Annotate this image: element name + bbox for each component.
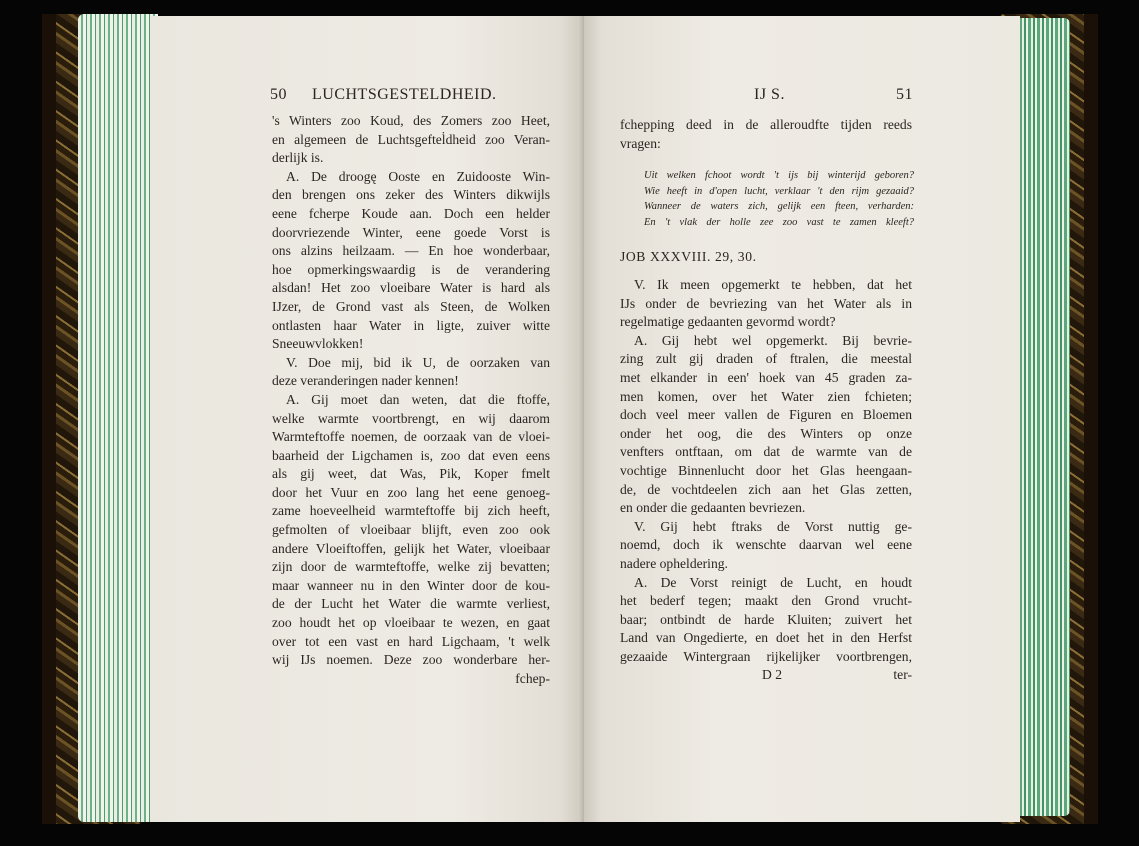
text-line: zame hoeveelheid warmteftoffe bij zich heeft, <box>272 503 550 519</box>
text-line: fchepping deed in de alleroudfte tijden reeds <box>620 117 912 132</box>
right-cover-edge <box>1084 14 1098 824</box>
text-line: vragen: <box>620 135 661 151</box>
left-body-text <box>272 112 550 688</box>
text-line: welke warmte voortbrengt, en wij daarom <box>272 410 550 426</box>
verse-line: Uit welken fchoot wordt 't ijs bij winterijd geboren? <box>644 170 914 181</box>
catchword: ter- <box>893 667 912 682</box>
text-line: de der Lucht het Water die warmte verliest, <box>272 596 550 612</box>
text-line: het bederf tegen; maakt den Grond vrucht- <box>620 593 912 609</box>
text-line: IJzer, de Grond vast als Steen, de Wolken <box>272 298 550 314</box>
text-line: wij IJs noemen. Deze zoo wonderbare her- <box>272 652 550 668</box>
left-page-edges <box>78 14 158 822</box>
text-line: baarheid der Ligchamen is, zoo dat even eens <box>272 447 550 463</box>
text-line: A. De droogę Ooste en Zuidooste Win- <box>286 168 550 184</box>
text-line: A. Gij hebt wel opgemerkt. Bij bevrie- <box>634 332 912 348</box>
text-line: door het Vuur en zoo lang het eene genoeg- <box>272 484 550 500</box>
text-line: met elkander in een' hoek van 45 graden za- <box>620 369 912 385</box>
verse-line: Wanneer de waters zich, gelijk een fteen, verharden: <box>644 201 914 212</box>
right-page <box>584 16 1020 822</box>
right-body-text <box>620 276 912 666</box>
citation-text: JOB XXXVIII. 29, 30. <box>620 249 757 264</box>
text-line: en algemeen de Luchtsgeftel̇dheid zoo Veran- <box>272 131 550 147</box>
text-line: Sneeuwvlokken! <box>272 336 364 352</box>
text-line: over tot een vast en hard Ligchaam, 't welk <box>272 633 550 649</box>
text-line: V. Ik meen opgemerkt te hebben, dat het <box>634 277 912 292</box>
left-cover-edge <box>42 14 56 824</box>
right-body-top <box>620 116 912 153</box>
text-line: V. Gij hebt ftraks de Vorst nuttig ge- <box>634 518 912 534</box>
text-line: A. De Vorst reinigt de Lucht, en houdt <box>634 574 912 590</box>
right-page-number: 51 <box>896 86 913 103</box>
left-page-number: 50 <box>270 86 287 103</box>
text-line: nadere opheldering. <box>620 555 728 571</box>
left-running-head: LUCHTSGESTELDHEID. <box>312 86 497 103</box>
text-line: en onder die gedaanten bevriezen. <box>620 500 806 516</box>
signature-text: D 2 <box>762 667 783 682</box>
text-line: doch veel meer vallen de Figuren en Bloemen <box>620 407 912 423</box>
text-line: Land van Ongedierte, en doet het in den Herfst <box>620 630 912 646</box>
text-line: doorvriezende Winter, eene goede Vorst is <box>272 224 550 240</box>
right-running-head: IJ S. <box>754 86 785 103</box>
text-line: Warmteftoffe noemen, de oorzaak van de vloei- <box>272 429 550 445</box>
right-catchword <box>874 666 912 685</box>
text-line: deze veranderingen nader kennen! <box>272 373 459 389</box>
text-line: den brengen ons zeker des Winters dikwijls <box>272 187 550 203</box>
text-line: zijn door de warmteftoffe, welke zij bevatten; <box>272 559 550 575</box>
text-line: alsdan! Het zoo vloeibare Water is hard als <box>272 280 550 296</box>
text-line: onder het oog, die des Winters op onze <box>620 425 912 441</box>
text-line: baar; ontbindt de harde Kluiten; zuivert het <box>620 611 912 627</box>
text-line: men komen, over het Water zien fchieten; <box>620 388 912 404</box>
text-line: gezaaide Wintergraan rijkelijker voortbrengen, <box>620 648 912 664</box>
text-line: regelmatige gedaanten gevormd wordt? <box>620 314 836 330</box>
verse-quotation <box>644 168 914 230</box>
left-page <box>150 16 582 822</box>
verse-line: En 't vlak der holle zee zoo vast te zamen kleeft? <box>644 216 914 228</box>
catchword: fchep- <box>515 670 550 686</box>
text-line: maar wanneer nu in den Winter door de kou- <box>272 577 550 593</box>
text-line: 's Winters zoo Koud, des Zomers zoo Heet, <box>272 113 550 128</box>
text-line: ontlasten haar Water in ligte, zuiver witte <box>272 317 550 333</box>
verse-line: Wie heeft in d'open lucht, verklaar 't den rijm gezaaid? <box>644 185 914 197</box>
text-line: V. Doe mij, bid ik U, de oorzaken van <box>286 354 550 370</box>
text-line: noemd, doch ik wenschte daarvan wel eene <box>620 537 912 553</box>
bible-citation <box>620 248 912 267</box>
text-line: gefmolten of vloeibaar blijft, even zoo ook <box>272 522 550 538</box>
text-line: venfters ontftaan, om dat de warmte van de <box>620 444 912 460</box>
signature-mark <box>762 666 802 685</box>
text-line: derlijk is. <box>272 150 324 166</box>
text-line: de, de vochtdeelen zich aan het Glas zetten, <box>620 481 912 497</box>
text-line: andere Vloeiftoffen, gelijk het Water, vloeibaar <box>272 540 550 556</box>
text-line: ons alzins heilzaam. — En hoe wonderbaar, <box>272 243 550 259</box>
text-line: IJs onder de bevriezing van het Water als in <box>620 295 912 311</box>
text-line: als gij weet, dat Was, Pik, Koper fmelt <box>272 466 550 482</box>
text-line: eene fcherpe Koude aan. Doch een helder <box>272 205 550 221</box>
text-line: vochtige Binnenlucht door het Glas heengaan- <box>620 462 912 478</box>
text-line: zoo houdt het op vloeibaar te wezen, en gaat <box>272 615 550 631</box>
text-line: zing zult gij draden of ftralen, die meestal <box>620 351 912 367</box>
text-line: A. Gij moet dan weten, dat die ftoffe, <box>286 391 550 407</box>
text-line: hoe opmerkingswaardig is de verandering <box>272 261 550 277</box>
